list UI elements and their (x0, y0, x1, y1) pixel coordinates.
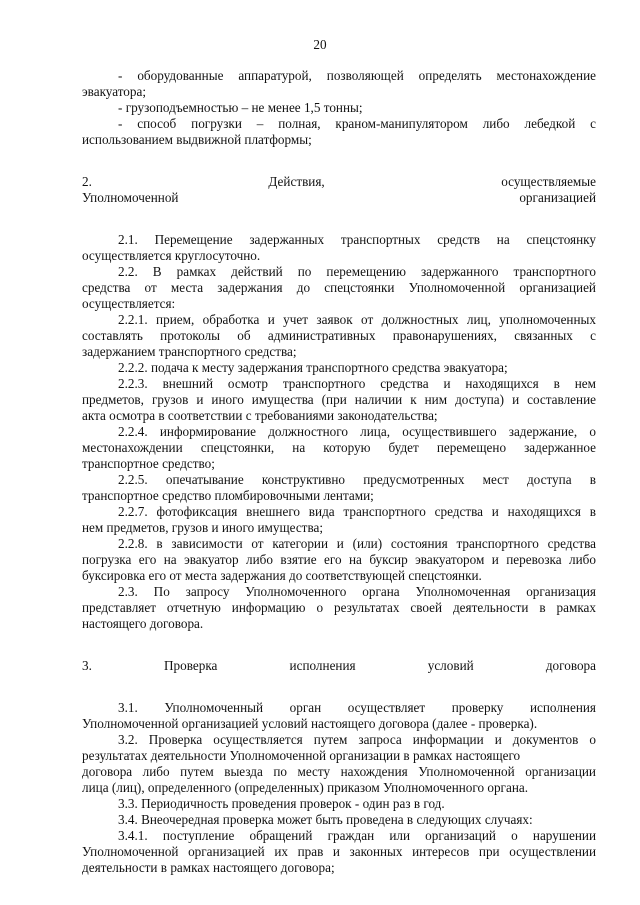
paragraph-2-2-4-line: транспортное средство; (82, 456, 215, 471)
paragraph-2-2-4-line: 2.2.4. информирование должностного лица, осуществившего задержание, о (118, 424, 596, 439)
paragraph-3-2-line: результатах деятельности Уполномоченной организации в рамках настоящего (82, 748, 521, 763)
paragraph-3-2-line: лица (лиц), определенного (определенных) приказом Уполномоченного органа. (82, 780, 529, 795)
paragraph-2-2-1-line: составлять протоколы об административных правонарушениях, связанных с (82, 328, 596, 343)
intro-line: - грузоподъемностью – не менее 1,5 тонны; (118, 100, 363, 115)
paragraph-3-4-line: 3.4. Внеочередная проверка может быть проведена в следующих случаях: (118, 812, 533, 827)
paragraph-3-4-1-line: Уполномоченной организацией их прав и законных интересов при осуществлении (82, 844, 596, 859)
intro-line: использованием выдвижной платформы; (82, 132, 312, 147)
paragraph-2-2-line: осуществляется: (82, 296, 176, 311)
paragraph-2-2-2-line: 2.2.2. подача к месту задержания транспортного средства эвакуатора; (118, 360, 508, 375)
paragraph-3-1-line: 3.1. Уполномоченный орган осуществляет проверку исполнения (118, 700, 596, 715)
paragraph-3-4-1-line: деятельности в рамках настоящего договора; (82, 860, 335, 875)
paragraph-2-2-1-line: 2.2.1. прием, обработка и учет заявок от должностных лиц, уполномоченных (118, 312, 596, 327)
paragraph-2-2-4-line: местонахождении спецстоянки, на которую будет перемещено задержанное (82, 440, 596, 455)
paragraph-2-2-3-line: предметов, грузов и иного имущества (при наличии к ним доступа) и составление (82, 392, 596, 407)
paragraph-3-3-line: 3.3. Периодичность проведения проверок - один раз в год. (118, 796, 445, 811)
intro-line: эвакуатора; (82, 84, 147, 99)
intro-line: - способ погрузки – полная, краном-манипулятором либо лебедкой с (118, 116, 596, 131)
paragraph-2-2-3-line: акта осмотра в соответствии с требованиями законодательства; (82, 408, 438, 423)
paragraph-2-2-8-line: 2.2.8. в зависимости от категории и (или) состояния транспортного средства (118, 536, 596, 551)
paragraph-3-4-1-line: 3.4.1. поступление обращений граждан или организаций о нарушении (118, 828, 596, 843)
section-2-title-line: Уполномоченной организацией (82, 190, 596, 205)
paragraph-3-2-line: 3.2. Проверка осуществляется путем запроса информации и документов о (118, 732, 596, 747)
page-number: 20 (313, 37, 327, 52)
paragraph-2-2-line: 2.2. В рамках действий по перемещению задержанного транспортного (118, 264, 596, 279)
paragraph-2-1-line: 2.1. Перемещение задержанных транспортных средств на спецстоянку (118, 232, 596, 247)
paragraph-2-2-8-line: буксировка его от места задержания до соответствующей спецстоянки. (82, 568, 482, 583)
paragraph-2-2-7-line: 2.2.7. фотофиксация внешнего вида транспортного средства и находящихся в (118, 504, 596, 519)
paragraph-2-1-line: осуществляется круглосуточно. (82, 248, 261, 263)
paragraph-2-2-5-line: 2.2.5. опечатывание конструктивно предусмотренных мест доступа в (118, 472, 596, 487)
section-3-title: 3. Проверка исполнения условий договора (82, 658, 596, 673)
paragraph-2-2-8-line: погрузка его на эвакуатор либо взятие его на буксир эвакуатором и перевозка либо (82, 552, 596, 567)
paragraph-2-3-line: представляет отчетную информацию о результатах своей деятельности в рамках (82, 600, 596, 615)
paragraph-2-2-3-line: 2.2.3. внешний осмотр транспортного средства и находящихся в нем (118, 376, 596, 391)
paragraph-2-2-5-line: транспортное средство пломбировочными лентами; (82, 488, 374, 503)
paragraph-2-2-7-line: нем предметов, грузов и иного имущества; (82, 520, 324, 535)
paragraph-3-1-line: Уполномоченной организацией условий настоящего договора (далее - проверка). (82, 716, 538, 731)
paragraph-2-3-line: 2.3. По запросу Уполномоченного органа Уполномоченная организация (118, 584, 596, 599)
section-2-title-line: 2. Действия, осуществляемые (82, 174, 596, 189)
paragraph-2-2-line: средства от места задержания до спецстоянки Уполномоченной организацией (82, 280, 596, 295)
intro-line: - оборудованные аппаратурой, позволяющей определять местонахождение (118, 68, 596, 83)
page-content (82, 68, 596, 876)
paragraph-2-3-line: настоящего договора. (82, 616, 204, 631)
paragraph-2-2-1-line: задержанием транспортного средства; (82, 344, 297, 359)
paragraph-3-2-line: договора либо путем выезда по месту нахождения Уполномоченной организации (82, 764, 596, 779)
